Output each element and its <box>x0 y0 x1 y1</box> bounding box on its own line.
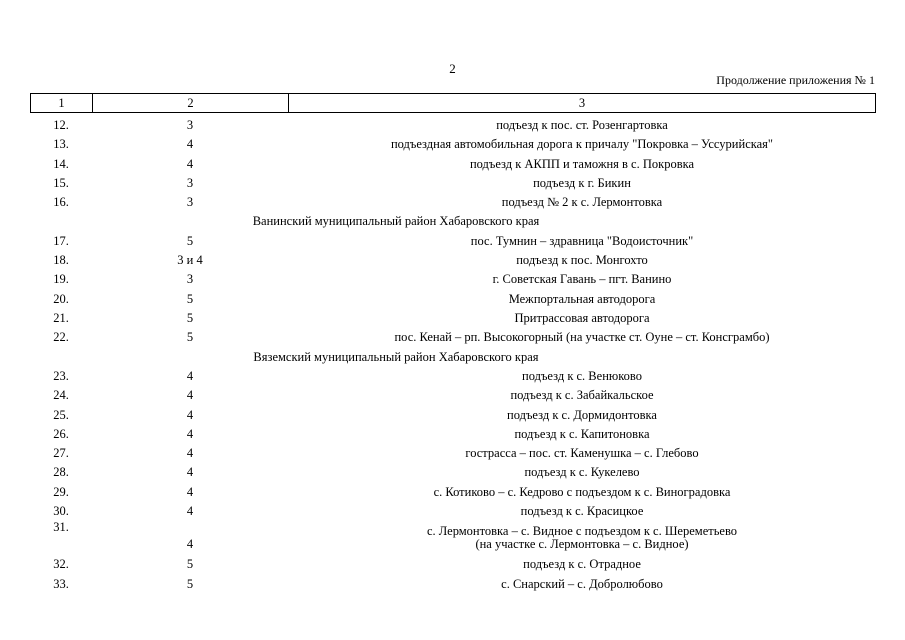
table-header <box>30 93 876 113</box>
road-name <box>288 505 876 518</box>
table-row <box>30 502 876 521</box>
table-row <box>30 463 876 482</box>
road-name-line: с. Котиково – с. Кедрово с подъездом к с. Виноградовка <box>433 484 731 499</box>
road-category: 3 <box>186 195 194 210</box>
road-name-line: (на участке с. Лермонтовка – с. Видное) <box>475 537 689 552</box>
road-category: 4 <box>186 156 194 171</box>
row-number: 13. <box>53 137 69 152</box>
table-row <box>30 116 876 135</box>
table-row <box>30 425 876 444</box>
road-name <box>288 558 876 571</box>
appendix-continuation-note: Продолжение приложения № 1 <box>716 73 875 87</box>
road-category: 4 <box>186 446 194 461</box>
road-name <box>288 119 876 132</box>
row-number: 28. <box>53 465 69 480</box>
road-category: 4 <box>186 465 194 480</box>
table-row <box>30 270 876 289</box>
road-name-line: г. Советская Гавань – пгт. Ванино <box>492 272 672 287</box>
road-category: 4 <box>186 388 194 403</box>
table-row <box>30 521 876 555</box>
road-name-line: подъезд к с. Капитоновка <box>514 426 650 441</box>
road-name-line: с. Лермонтовка – с. Видное с подъездом к с. Шереметьево <box>426 524 738 539</box>
row-number: 23. <box>53 368 69 383</box>
row-number: 32. <box>53 557 69 572</box>
table-row <box>30 290 876 309</box>
road-category: 4 <box>186 504 194 519</box>
table-row <box>30 575 876 594</box>
table-row <box>30 405 876 424</box>
road-category: 4 <box>186 368 194 383</box>
row-number: 12. <box>53 118 69 133</box>
row-number: 22. <box>53 330 69 345</box>
row-number: 20. <box>53 291 69 306</box>
road-category: 5 <box>186 330 194 345</box>
district-heading: Ванинский муниципальный район Хабаровского края <box>252 214 540 229</box>
table-row <box>30 232 876 251</box>
table-row <box>30 483 876 502</box>
header-cell-1: 1 <box>31 94 93 112</box>
road-name-line: с. Снарский – с. Добролюбово <box>501 576 663 591</box>
road-name-line: подъезд к с. Отрадное <box>523 557 641 572</box>
road-name-line: подъезд № 2 к с. Лермонтовка <box>501 195 663 210</box>
row-number: 26. <box>53 426 69 441</box>
row-number: 27. <box>53 446 69 461</box>
table-row <box>30 555 876 574</box>
row-number: 19. <box>53 272 69 287</box>
road-name-line: Межпортальная автодорога <box>508 291 656 306</box>
table-row <box>30 135 876 154</box>
road-name <box>288 578 876 591</box>
road-name-line: гострасса – пос. ст. Каменушка – с. Глебово <box>465 446 699 461</box>
row-number: 24. <box>53 388 69 403</box>
road-name <box>288 486 876 499</box>
road-category: 4 <box>186 484 194 499</box>
table-row <box>30 251 876 270</box>
road-name <box>288 293 876 306</box>
table-row <box>30 328 876 347</box>
road-category: 3 <box>186 175 194 190</box>
road-name <box>288 312 876 325</box>
page-number: 2 <box>449 61 456 76</box>
road-name <box>288 389 876 402</box>
table-row <box>30 367 876 386</box>
row-number: 33. <box>53 576 69 591</box>
row-number: 14. <box>53 156 69 171</box>
row-number: 21. <box>53 311 69 326</box>
road-name-line: подъезд к с. Красицкое <box>520 504 644 519</box>
road-category: 3 <box>186 272 194 287</box>
road-name <box>288 158 876 171</box>
road-name <box>288 138 876 151</box>
road-name <box>288 370 876 383</box>
road-category: 4 <box>186 407 194 422</box>
road-category: 5 <box>186 311 194 326</box>
district-heading: Вяземский муниципальный район Хабаровского края <box>253 349 539 364</box>
road-name-line: подъезд к с. Дормидонтовка <box>507 407 657 422</box>
road-name-line: Притрассовая автодорога <box>514 311 650 326</box>
road-name-line: подъезд к пос. Монгохто <box>516 253 648 268</box>
road-name-line: подъездная автомобильная дорога к причалу "Покровка – Уссурийская" <box>390 137 774 152</box>
road-category: 5 <box>186 557 194 572</box>
row-number: 15. <box>53 175 69 190</box>
road-name <box>288 525 876 551</box>
road-category: 5 <box>186 576 194 591</box>
header-cell-3: 3 <box>578 95 586 110</box>
road-name <box>288 409 876 422</box>
table-row <box>30 193 876 212</box>
road-category: 3 <box>186 118 194 133</box>
road-category: 5 <box>186 233 194 248</box>
row-number: 18. <box>53 253 69 268</box>
table-row <box>30 174 876 193</box>
road-name-line: пос. Тумнин – здравница "Водоисточник" <box>470 233 694 248</box>
road-name <box>288 196 876 209</box>
road-name <box>288 235 876 248</box>
road-category: 5 <box>186 291 194 306</box>
road-name-line: пос. Кенай – рп. Высокогорный (на участке ст. Оуне – ст. Конcграмбо) <box>394 330 770 345</box>
road-category: 4 <box>186 426 194 441</box>
row-number: 29. <box>53 484 69 499</box>
row-number: 30. <box>53 504 69 519</box>
row-number: 17. <box>53 233 69 248</box>
table-row <box>30 309 876 328</box>
row-number: 31. <box>53 520 69 535</box>
road-name <box>288 177 876 190</box>
road-name <box>288 273 876 286</box>
road-category: 3 и 4 <box>177 253 203 268</box>
table-row <box>30 155 876 174</box>
road-name-line: подъезд к с. Забайкальское <box>510 388 654 403</box>
road-name <box>288 447 876 460</box>
road-name <box>288 466 876 479</box>
road-name-line: подъезд к с. Кукелево <box>524 465 640 480</box>
road-name <box>288 254 876 267</box>
table-row <box>30 444 876 463</box>
road-name-line: подъезд к с. Венюково <box>522 368 642 383</box>
table-row <box>30 386 876 405</box>
road-category: 4 <box>186 137 194 152</box>
road-name-line: подъезд к пос. ст. Розенгартовка <box>496 118 668 133</box>
road-category: 4 <box>186 536 194 551</box>
road-name-line: подъезд к г. Бикин <box>533 175 631 190</box>
road-name <box>288 428 876 441</box>
table-body <box>30 116 876 594</box>
header-cell-2: 2 <box>93 94 289 112</box>
road-name <box>288 331 876 344</box>
row-number: 25. <box>53 407 69 422</box>
row-number: 16. <box>53 195 69 210</box>
road-name-line: подъезд к АКПП и таможня в с. Покровка <box>469 156 695 171</box>
